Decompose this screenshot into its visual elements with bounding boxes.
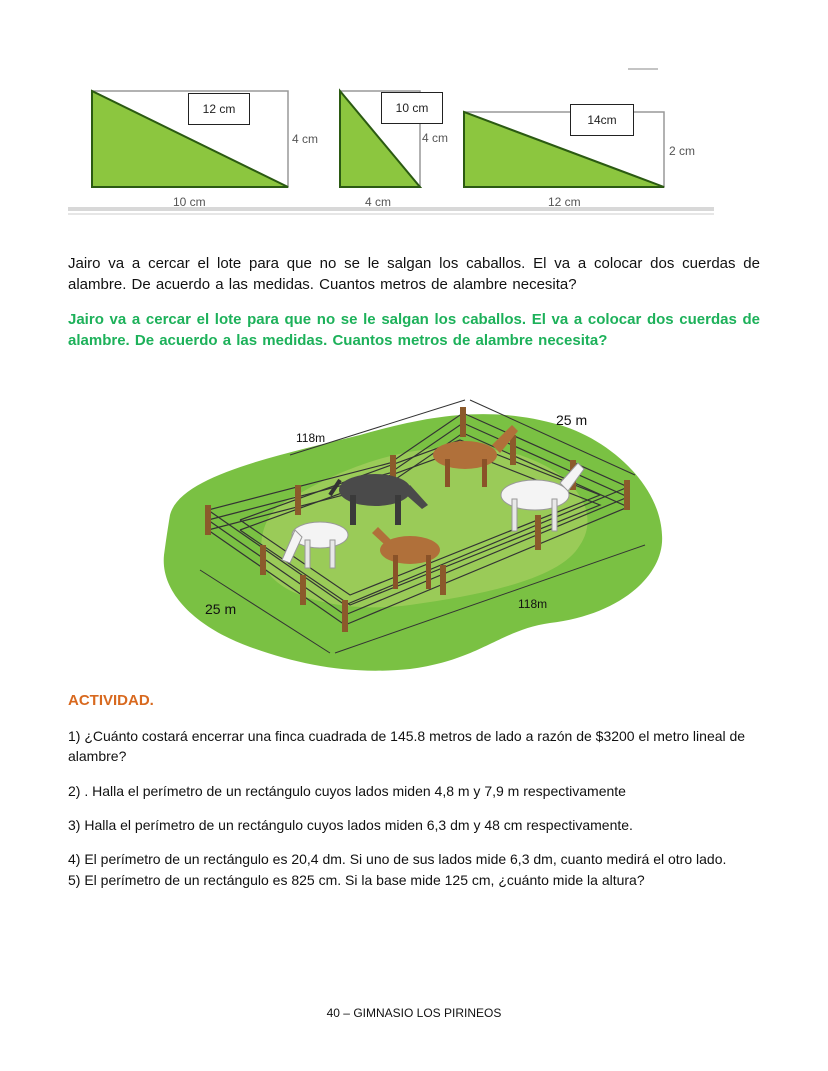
triangle-3-base-label: 12 cm [548, 195, 581, 209]
triangle-figures [68, 55, 718, 225]
corral-illustration [160, 395, 666, 673]
question-1: 1) ¿Cuánto costará encerrar una finca cuadrada de 145.8 metros de lado a razón de $3200 el metro lineal de alambre? [68, 728, 746, 764]
activity-title: ACTIVIDAD. [68, 692, 154, 709]
question-5: 5) El perímetro de un rectángulo es 825 cm. Si la base mide 125 cm, ¿cuánto mide la altura? [68, 872, 645, 888]
triangle-1-base-label: 10 cm [173, 195, 206, 209]
triangles-svg [68, 55, 718, 225]
triangle-2-side-label: 4 cm [422, 131, 449, 145]
triangle-2-top-label: 10 cm [381, 92, 443, 124]
label-bottom-left: 25 m [205, 601, 237, 617]
question-4: 4) El perímetro de un rectángulo es 20,4 dm. Si uno de sus lados mide 6,3 dm, cuanto medirá el otro lado. [68, 851, 727, 867]
triangle-3 [464, 112, 664, 187]
label-top-left: 118m [296, 431, 326, 445]
triangle-1-top-label: 12 cm [188, 93, 250, 125]
question-3: 3) Halla el perímetro de un rectángulo cuyos lados miden 6,3 dm y 48 cm respectivamente. [68, 817, 633, 833]
corral-svg [160, 395, 666, 673]
question-2: 2) . Halla el perímetro de un rectángulo cuyos lados miden 4,8 m y 7,9 m respectivamente [68, 783, 626, 799]
triangle-2-base-label: 4 cm [365, 195, 392, 209]
triangle-3-top-label: 14cm [570, 104, 634, 136]
page-footer: 40 – GIMNASIO LOS PIRINEOS [326, 1006, 502, 1020]
label-top-right: 25 m [556, 412, 588, 428]
triangle-3-side-label: 2 cm [669, 144, 696, 158]
problem-paragraph-bold: Jairo va a cercar el lote para que no se le salgan los caballos. El va a colocar dos cuerdas de alambre. De acuerdo a las medidas. Cuantos metros de alambre necesita? [68, 311, 760, 349]
triangle-1-side-label: 4 cm [292, 132, 319, 146]
problem-paragraph: Jairo va a cercar el lote para que no se le salgan los caballos. El va a colocar dos cuerdas de alambre. De acuerdo a las medidas. Cuantos metros de alambre necesita? [68, 255, 760, 293]
label-bottom-right: 118m [518, 597, 548, 611]
